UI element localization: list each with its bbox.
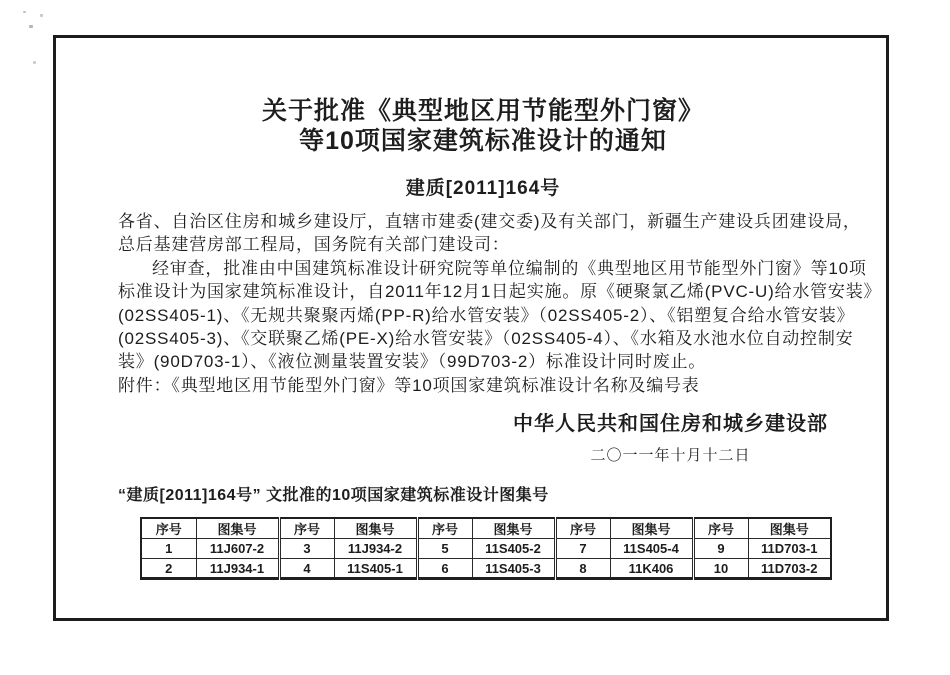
- document-body: [118, 210, 882, 397]
- code-cell: 11S405-4: [610, 539, 693, 559]
- body-line: (02SS405-3)、《交联聚乙烯(PE-X)给水管安装》（02SS405-4）、《水箱及水池水位自动控制安: [118, 329, 854, 349]
- code-cell: 11D703-2: [748, 559, 831, 579]
- seq-cell: 5: [417, 539, 472, 559]
- col-header-code: 图集号: [472, 518, 555, 539]
- body-line: 标准设计为国家建筑标准设计，自2011年12月1日起实施。原《硬聚氯乙烯(PVC-U)给水管安装》: [118, 282, 882, 302]
- document-title: [118, 96, 848, 156]
- body-line: 经审查，批准由中国建筑标准设计研究院等单位编制的《典型地区用节能型外门窗》等10项: [152, 258, 867, 278]
- body-line: (02SS405-1)、《无规共聚聚丙烯(PP-R)给水管安装》（02SS405-2）、《铝塑复合给水管安装》: [118, 305, 855, 325]
- code-cell: 11S405-1: [334, 559, 417, 579]
- signature-block: [513, 407, 828, 465]
- code-cell: 11J934-2: [334, 539, 417, 559]
- col-header-seq: 序号: [141, 518, 196, 539]
- col-header-seq: 序号: [555, 518, 610, 539]
- code-cell: 11S405-2: [472, 539, 555, 559]
- code-cell: 11S405-3: [472, 559, 555, 579]
- table-row: [141, 559, 831, 579]
- seq-cell: 4: [279, 559, 334, 579]
- document-title-line-2: 等10项国家建筑标准设计的通知: [299, 127, 667, 155]
- col-header-code: 图集号: [610, 518, 693, 539]
- table-row: [141, 539, 831, 559]
- table-caption: “建质[2011]164号” 文批准的10项国家建筑标准设计图集号: [118, 487, 549, 504]
- seq-cell: 1: [141, 539, 196, 559]
- attachment-line: 附件：《典型地区用节能型外门窗》等10项国家建筑标准设计名称及编号表: [118, 375, 700, 395]
- document-title-line-1: 关于批准《典型地区用节能型外门窗》: [261, 97, 704, 125]
- col-header-code: 图集号: [334, 518, 417, 539]
- seq-cell: 9: [693, 539, 748, 559]
- code-cell: 11J934-1: [196, 559, 279, 579]
- scan-speck: [29, 25, 33, 28]
- code-cell: 11K406: [610, 559, 693, 579]
- body-line: 各省、自治区住房和城乡建设厅，直辖市建委(建交委)及有关部门，新疆生产建设兵团建设局，: [118, 212, 861, 231]
- code-cell: 11J607-2: [196, 539, 279, 559]
- col-header-seq: 序号: [417, 518, 472, 539]
- issuing-authority: 中华人民共和国住房和城乡建设部: [513, 413, 828, 435]
- seq-cell: 8: [555, 559, 610, 579]
- col-header-seq: 序号: [279, 518, 334, 539]
- table-header-row: [141, 518, 831, 539]
- scan-speck: [33, 61, 36, 64]
- col-header-code: 图集号: [748, 518, 831, 539]
- document-number: 建质[2011]164号: [405, 178, 561, 199]
- issue-date: 二〇一一年十月十二日: [590, 447, 751, 464]
- scan-speck: [23, 11, 26, 13]
- seq-cell: 7: [555, 539, 610, 559]
- body-line: 装》(90D703-1）、《液位测量装置安装》（99D703-2）标准设计同时废止。: [118, 352, 707, 372]
- body-line: 总后基建营房部工程局，国务院有关部门建设司：: [118, 235, 510, 255]
- standards-table: [140, 517, 832, 580]
- col-header-code: 图集号: [196, 518, 279, 539]
- seq-cell: 3: [279, 539, 334, 559]
- col-header-seq: 序号: [693, 518, 748, 539]
- seq-cell: 2: [141, 559, 196, 579]
- code-cell: 11D703-1: [748, 539, 831, 559]
- seq-cell: 6: [417, 559, 472, 579]
- seq-cell: 10: [693, 559, 748, 579]
- scan-speck: [40, 14, 43, 17]
